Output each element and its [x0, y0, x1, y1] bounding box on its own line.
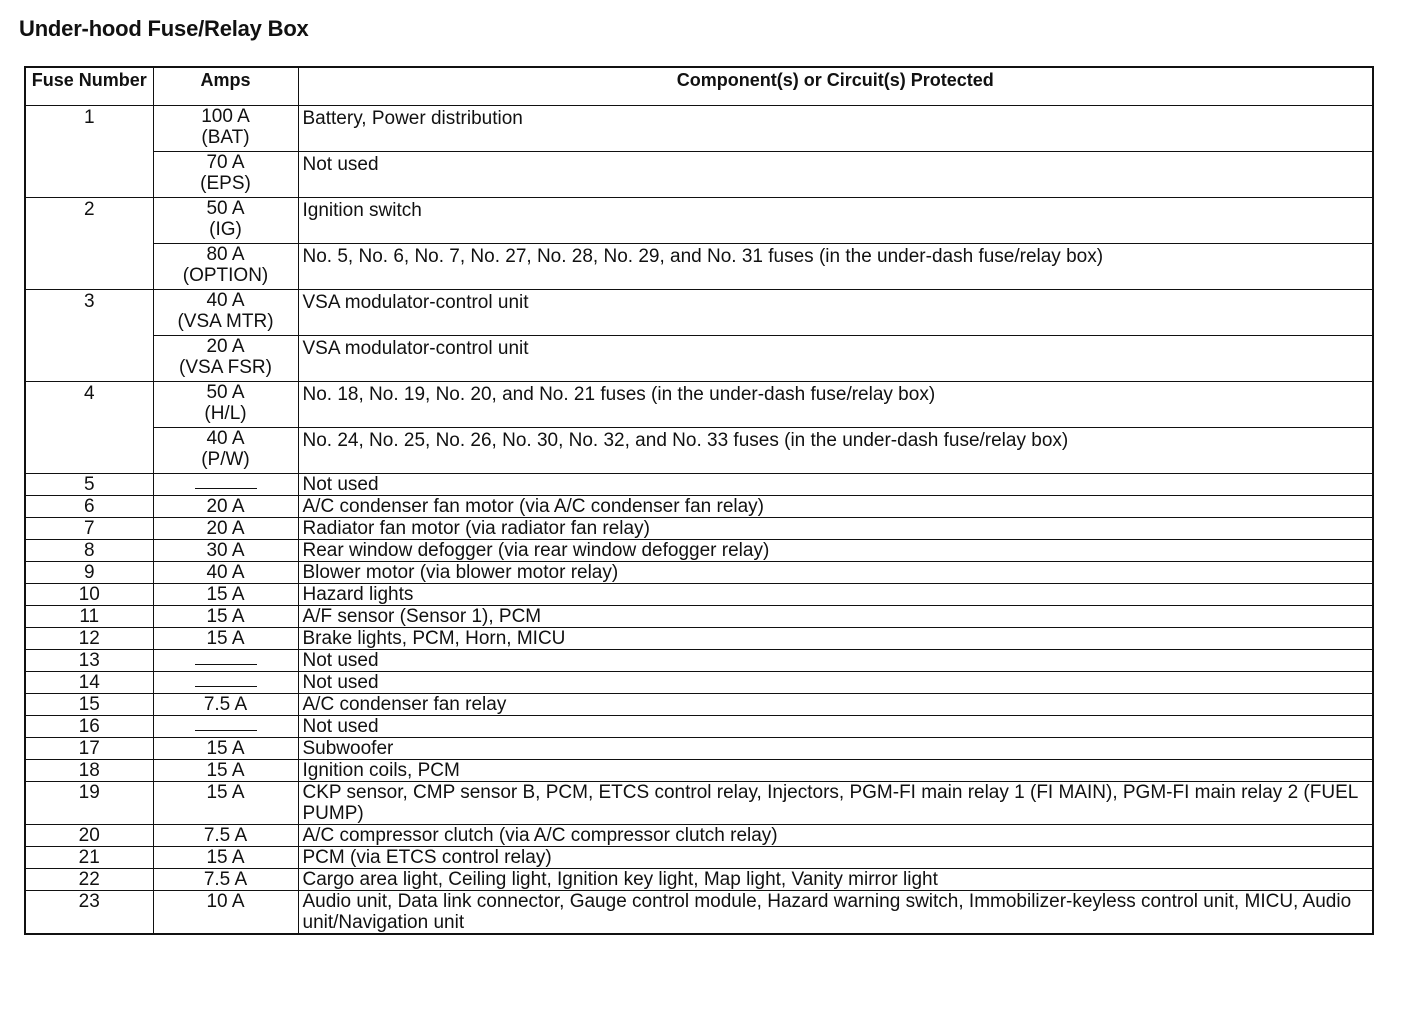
- component-cell: Brake lights, PCM, Horn, MICU: [298, 628, 1373, 650]
- table-row: [25, 869, 1373, 891]
- fuse-number: 10: [25, 584, 153, 606]
- table-row: [25, 782, 1373, 825]
- amps-cell: 20 A: [153, 518, 298, 540]
- component-cell: Blower motor (via blower motor relay): [298, 562, 1373, 584]
- fuse-number: 15: [25, 694, 153, 716]
- component-cell: A/F sensor (Sensor 1), PCM: [298, 606, 1373, 628]
- fuse-number: 22: [25, 869, 153, 891]
- table-row: [25, 562, 1373, 584]
- amps-cell: 15 A: [153, 628, 298, 650]
- table-row: [25, 672, 1373, 694]
- amps-cell: 7.5 A: [153, 694, 298, 716]
- unused-dash-line: [195, 686, 257, 687]
- amps-value: 40 A: [206, 290, 245, 311]
- table-row: [25, 152, 1373, 198]
- component-cell: Audio unit, Data link connector, Gauge control module, Hazard warning switch, Immobilizer-keyless control unit, MICU, Audio unit/Navigation unit: [298, 891, 1373, 935]
- header-fuse-number: Fuse Number: [25, 67, 153, 106]
- amps-cell: 15 A: [153, 847, 298, 869]
- fuse-number: 12: [25, 628, 153, 650]
- amps-value: 20 A: [206, 336, 245, 357]
- component-cell: Rear window defogger (via rear window defogger relay): [298, 540, 1373, 562]
- table-row: [25, 694, 1373, 716]
- table-row: [25, 628, 1373, 650]
- amps-cell: 15 A: [153, 738, 298, 760]
- table-row: [25, 244, 1373, 290]
- component-cell: Hazard lights: [298, 584, 1373, 606]
- component-cell: Radiator fan motor (via radiator fan relay): [298, 518, 1373, 540]
- table-row: [25, 382, 1373, 428]
- fuse-number: 9: [25, 562, 153, 584]
- amps-value: 50 A: [206, 198, 245, 219]
- fuse-number: 3: [25, 290, 153, 382]
- component-cell: Not used: [298, 650, 1373, 672]
- fuse-number: 8: [25, 540, 153, 562]
- fuse-number: 4: [25, 382, 153, 474]
- amps-cell: 10 A: [153, 891, 298, 935]
- table-row: [25, 474, 1373, 496]
- amps-cell: [153, 152, 298, 198]
- fuse-number: 23: [25, 891, 153, 935]
- fuse-table-body: [25, 106, 1373, 935]
- table-row: [25, 584, 1373, 606]
- component-cell: A/C condenser fan motor (via A/C condenser fan relay): [298, 496, 1373, 518]
- amps-cell: [153, 428, 298, 474]
- table-row: [25, 650, 1373, 672]
- amps-circuit-tag: (OPTION): [182, 265, 269, 286]
- table-row: [25, 290, 1373, 336]
- component-cell: Battery, Power distribution: [298, 106, 1373, 152]
- amps-value: 100 A: [201, 106, 250, 127]
- component-cell: Not used: [298, 474, 1373, 496]
- component-cell: No. 18, No. 19, No. 20, and No. 21 fuses (in the under-dash fuse/relay box): [298, 382, 1373, 428]
- table-row: [25, 198, 1373, 244]
- amps-circuit-tag: (VSA FSR): [179, 357, 272, 378]
- component-cell: A/C condenser fan relay: [298, 694, 1373, 716]
- amps-cell: 7.5 A: [153, 825, 298, 847]
- table-row: [25, 428, 1373, 474]
- fuse-number: 19: [25, 782, 153, 825]
- amps-cell: 15 A: [153, 584, 298, 606]
- table-row: [25, 540, 1373, 562]
- amps-cell: 15 A: [153, 760, 298, 782]
- component-cell: A/C compressor clutch (via A/C compressor clutch relay): [298, 825, 1373, 847]
- table-row: [25, 760, 1373, 782]
- component-cell: VSA modulator-control unit: [298, 336, 1373, 382]
- unused-dash-line: [195, 730, 257, 731]
- fuse-number: 1: [25, 106, 153, 198]
- fuse-number: 16: [25, 716, 153, 738]
- table-row: [25, 106, 1373, 152]
- amps-circuit-tag: (BAT): [201, 127, 250, 148]
- amps-cell: 15 A: [153, 782, 298, 825]
- component-cell: VSA modulator-control unit: [298, 290, 1373, 336]
- amps-cell: [153, 382, 298, 428]
- fuse-number: 2: [25, 198, 153, 290]
- amps-cell: [153, 290, 298, 336]
- component-cell: Not used: [298, 152, 1373, 198]
- fuse-number: 13: [25, 650, 153, 672]
- table-row: [25, 496, 1373, 518]
- amps-cell: 20 A: [153, 496, 298, 518]
- component-cell: CKP sensor, CMP sensor B, PCM, ETCS control relay, Injectors, PGM-FI main relay 1 (FI MAIN), PGM-FI main relay 2 (FUEL PUMP): [298, 782, 1373, 825]
- amps-cell: 40 A: [153, 562, 298, 584]
- amps-circuit-tag: (VSA MTR): [177, 311, 274, 332]
- component-cell: Subwoofer: [298, 738, 1373, 760]
- amps-cell: [153, 474, 298, 496]
- amps-circuit-tag: (EPS): [200, 173, 251, 194]
- fuse-number: 14: [25, 672, 153, 694]
- header-amps: Amps: [153, 67, 298, 106]
- amps-value: 80 A: [206, 244, 245, 265]
- component-cell: No. 5, No. 6, No. 7, No. 27, No. 28, No. 29, and No. 31 fuses (in the under-dash fuse/relay box): [298, 244, 1373, 290]
- table-row: [25, 606, 1373, 628]
- component-cell: PCM (via ETCS control relay): [298, 847, 1373, 869]
- amps-cell: [153, 244, 298, 290]
- amps-cell: [153, 650, 298, 672]
- amps-value: 40 A: [206, 428, 245, 449]
- amps-cell: 30 A: [153, 540, 298, 562]
- amps-cell: [153, 106, 298, 152]
- component-cell: No. 24, No. 25, No. 26, No. 30, No. 32, and No. 33 fuses (in the under-dash fuse/relay box): [298, 428, 1373, 474]
- component-cell: Not used: [298, 672, 1373, 694]
- fuse-number: 20: [25, 825, 153, 847]
- table-row: [25, 716, 1373, 738]
- amps-circuit-tag: (P/W): [201, 449, 250, 470]
- fuse-number: 17: [25, 738, 153, 760]
- component-cell: Ignition switch: [298, 198, 1373, 244]
- table-row: [25, 336, 1373, 382]
- page-title: Under-hood Fuse/Relay Box: [19, 16, 309, 41]
- fuse-number: 6: [25, 496, 153, 518]
- amps-cell: [153, 716, 298, 738]
- header-component: Component(s) or Circuit(s) Protected: [298, 67, 1373, 106]
- amps-circuit-tag: (IG): [209, 219, 242, 240]
- component-cell: Cargo area light, Ceiling light, Ignition key light, Map light, Vanity mirror light: [298, 869, 1373, 891]
- amps-value: 50 A: [206, 382, 245, 403]
- table-row: [25, 825, 1373, 847]
- table-row: [25, 891, 1373, 935]
- table-row: [25, 847, 1373, 869]
- amps-cell: [153, 672, 298, 694]
- fuse-number: 5: [25, 474, 153, 496]
- amps-cell: 7.5 A: [153, 869, 298, 891]
- amps-circuit-tag: (H/L): [204, 403, 247, 424]
- unused-dash-line: [195, 488, 257, 489]
- unused-dash-line: [195, 664, 257, 665]
- fuse-number: 7: [25, 518, 153, 540]
- component-cell: Ignition coils, PCM: [298, 760, 1373, 782]
- component-cell: Not used: [298, 716, 1373, 738]
- fuse-number: 18: [25, 760, 153, 782]
- fuse-number: 21: [25, 847, 153, 869]
- table-header-row: [25, 67, 1373, 106]
- amps-cell: [153, 198, 298, 244]
- table-row: [25, 518, 1373, 540]
- amps-value: 70 A: [206, 152, 245, 173]
- table-row: [25, 738, 1373, 760]
- amps-cell: [153, 336, 298, 382]
- fuse-table: [24, 66, 1374, 935]
- fuse-number: 11: [25, 606, 153, 628]
- amps-cell: 15 A: [153, 606, 298, 628]
